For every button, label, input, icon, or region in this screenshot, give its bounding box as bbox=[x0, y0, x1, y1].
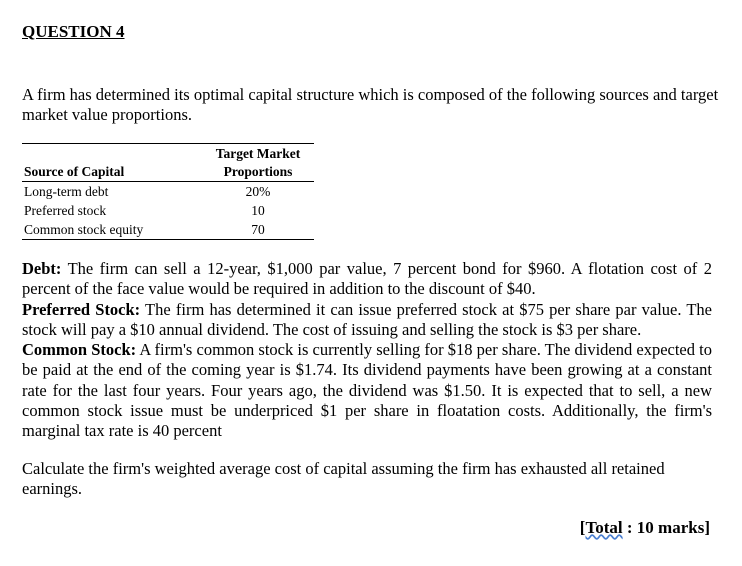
header-target-line1: Target Market bbox=[215, 146, 301, 161]
common-text: A firm's common stock is currently selling for $18 per share. The dividend expected to be paid at the end of the coming year is $1.74. Its dividend payments have been growing at a constant rate for the last four years. Four years ago, the dividend was $1.50. It is expected that to sell, a new common stock issue must be underpriced $1 per share in floatation costs. Additionally, the firm's marginal tax rate is 40 percent bbox=[22, 340, 712, 441]
row-proportion: 20% bbox=[245, 184, 271, 199]
table-row bbox=[22, 182, 314, 202]
header-target-market-proportions bbox=[202, 144, 314, 182]
table-row bbox=[22, 201, 314, 220]
question-intro: A firm has determined its optimal capital structure which is composed of the following sources and target market value proportions. bbox=[22, 85, 719, 124]
question-heading: QUESTION 4 bbox=[22, 22, 125, 41]
capital-structure-table bbox=[22, 143, 314, 240]
marks-value: : 10 marks] bbox=[622, 518, 710, 537]
preferred-label: Preferred Stock: bbox=[22, 299, 141, 319]
header-source-of-capital: Source of Capital bbox=[22, 144, 202, 182]
common-paragraph bbox=[22, 340, 712, 441]
marks-total-label: Total bbox=[585, 518, 623, 537]
common-label: Common Stock: bbox=[22, 340, 137, 360]
total-marks bbox=[580, 518, 710, 538]
row-proportion: 10 bbox=[251, 203, 265, 218]
row-proportion: 70 bbox=[202, 220, 314, 240]
marks-open-bracket: [ bbox=[579, 518, 586, 537]
question-details bbox=[22, 259, 712, 442]
row-source: Long-term debt bbox=[24, 184, 109, 199]
table-header-row bbox=[22, 144, 314, 182]
header-target-line2: Proportions bbox=[223, 164, 293, 179]
debt-text: The firm can sell a 12-year, $1,000 par value, 7 percent bond for $960. A flotation cost of 2 percent of the face value would be required in addition to the discount of $40. bbox=[22, 259, 712, 299]
debt-label: Debt: bbox=[22, 259, 62, 278]
debt-paragraph bbox=[22, 259, 712, 300]
row-source: Common stock equity bbox=[22, 220, 202, 240]
row-source: Preferred stock bbox=[24, 203, 107, 218]
preferred-paragraph bbox=[22, 300, 712, 341]
task-instruction: Calculate the firm's weighted average cost of capital assuming the firm has exhausted all retained earnings. bbox=[22, 459, 665, 498]
table-row bbox=[22, 220, 314, 240]
preferred-text: The firm has determined it can issue preferred stock at $75 per share par value. The stock will pay a $10 annual dividend. The cost of issuing and selling the stock is $3 per share. bbox=[22, 299, 712, 339]
